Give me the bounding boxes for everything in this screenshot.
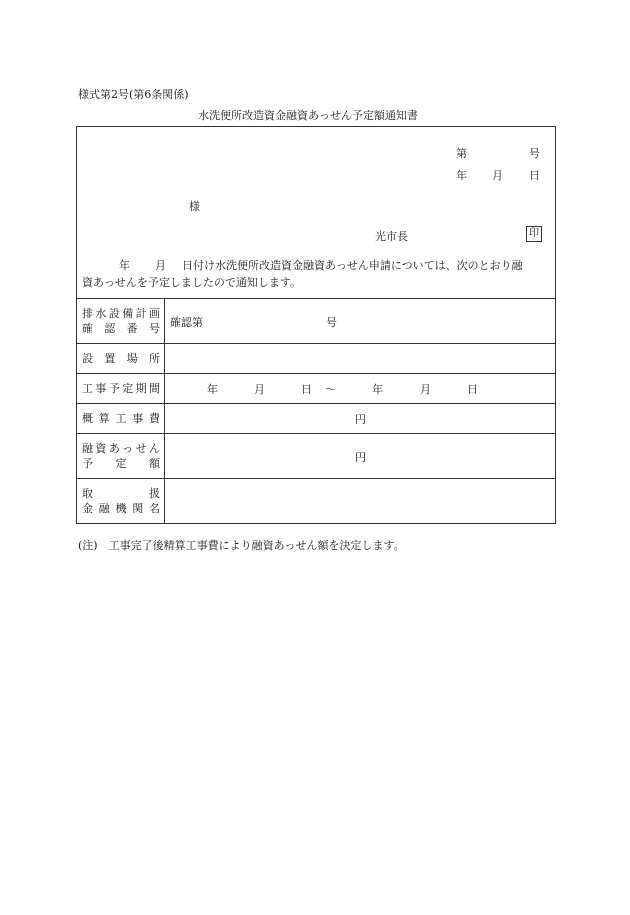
label-loan-arrangement: 融資あっせん [82,442,160,455]
document-title: 水洗便所改造資金融資あっせん予定額通知書 [198,109,418,122]
body-month: 月 [155,259,166,272]
period-end-day: 日 [467,383,478,396]
period-start-day: 日 [301,383,312,396]
label-financial-institution: 金融機関名 [82,502,160,515]
row-divider [76,343,556,344]
body-text-line2: 資あっせんを予定しましたので通知します。 [82,276,302,289]
label-drainage-plan: 排水設備計画 [82,307,160,320]
addressee-sama: 様 [189,200,200,213]
row-divider [76,478,556,479]
row-divider [76,433,556,434]
period-start-month: 月 [254,383,265,396]
planned-amount-unit: 円 [355,451,366,464]
label-estimated-cost: 概算工事費 [82,412,160,425]
period-start-year: 年 [207,383,218,396]
column-divider [164,298,165,524]
label-handling: 取扱 [82,487,160,500]
period-tilde: ～ [325,383,336,396]
row-divider [76,403,556,404]
body-year: 年 [119,259,130,272]
label-confirmation-number: 確認番号 [82,322,160,335]
table-top-line [76,298,556,299]
row-divider [76,373,556,374]
label-planned-amount: 予定額 [82,457,160,470]
confirmation-prefix: 確認第 [170,316,203,329]
period-end-year: 年 [372,383,383,396]
date-day: 日 [529,169,540,182]
date-month: 月 [492,169,503,182]
date-year: 年 [456,169,467,182]
form-number: 様式第2号(第6条関係) [78,88,189,101]
issuer-name: 光市長 [375,230,408,243]
body-text-line1: 日付け水洗便所改造資金融資あっせん申請については、次のとおり融 [182,259,523,272]
number-dai: 第 [456,147,467,160]
label-install-location: 設置場所 [82,352,160,365]
period-end-month: 月 [420,383,431,396]
number-go: 号 [529,147,540,160]
label-construction-period: 工事予定期間 [82,382,160,395]
seal-mark: 印 [526,226,542,242]
estimated-cost-unit: 円 [355,413,366,426]
confirmation-suffix: 号 [326,316,337,329]
footnote: (注) 工事完了後精算工事費により融資あっせん額を決定します。 [78,539,405,552]
